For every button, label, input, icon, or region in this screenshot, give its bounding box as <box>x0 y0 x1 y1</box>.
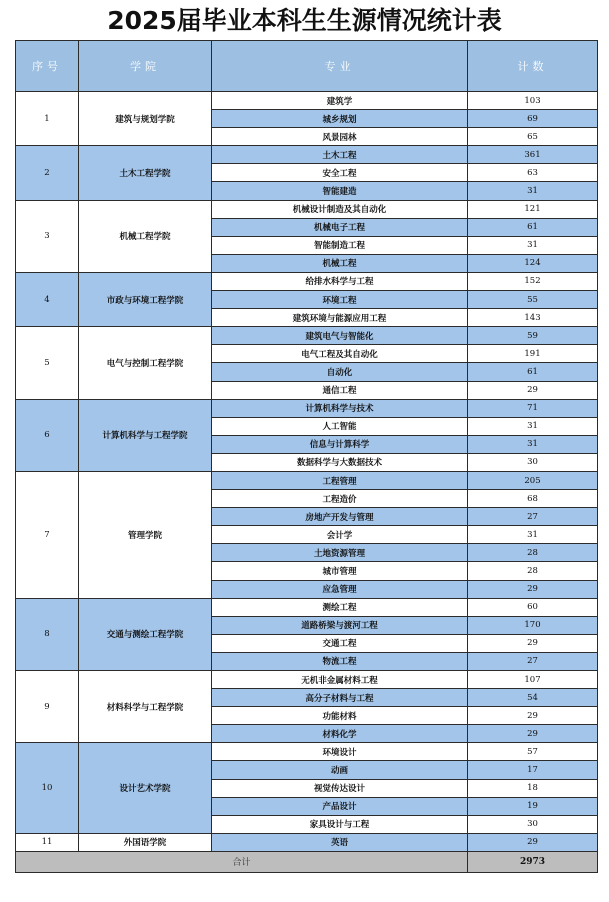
major-name: 视觉传达设计 <box>212 779 468 797</box>
table-row <box>16 399 598 417</box>
college-seq: 6 <box>16 399 79 471</box>
major-name: 自动化 <box>212 363 468 381</box>
major-name: 交通工程 <box>212 634 468 652</box>
college-name: 电气与控制工程学院 <box>79 327 212 399</box>
major-name: 物流工程 <box>212 652 468 670</box>
major-count: 19 <box>468 797 598 815</box>
major-count: 61 <box>468 218 598 236</box>
major-name: 给排水科学与工程 <box>212 272 468 290</box>
college-seq: 2 <box>16 146 79 200</box>
major-count: 31 <box>468 526 598 544</box>
college-name: 设计艺术学院 <box>79 743 212 833</box>
major-count: 27 <box>468 652 598 670</box>
major-count: 29 <box>468 833 598 851</box>
major-name: 工程造价 <box>212 490 468 508</box>
table-row <box>16 743 598 761</box>
college-name: 计算机科学与工程学院 <box>79 399 212 471</box>
major-count: 59 <box>468 327 598 345</box>
header-count: 计数 <box>468 41 598 92</box>
major-count: 121 <box>468 200 598 218</box>
table-row <box>16 272 598 290</box>
major-name: 产品设计 <box>212 797 468 815</box>
major-count: 63 <box>468 164 598 182</box>
college-name: 外国语学院 <box>79 833 212 851</box>
college-seq: 11 <box>16 833 79 851</box>
major-name: 道路桥梁与渡河工程 <box>212 616 468 634</box>
major-name: 建筑电气与智能化 <box>212 327 468 345</box>
table-row <box>16 200 598 218</box>
college-seq: 7 <box>16 471 79 598</box>
major-name: 环境工程 <box>212 291 468 309</box>
major-count: 29 <box>468 707 598 725</box>
major-name: 通信工程 <box>212 381 468 399</box>
major-name: 测绘工程 <box>212 598 468 616</box>
major-count: 31 <box>468 236 598 254</box>
major-count: 61 <box>468 363 598 381</box>
major-count: 60 <box>468 598 598 616</box>
table-body <box>16 92 598 852</box>
major-name: 机械设计制造及其自动化 <box>212 200 468 218</box>
major-name: 土地资源管理 <box>212 544 468 562</box>
table-row <box>16 833 598 851</box>
major-count: 29 <box>468 381 598 399</box>
major-count: 31 <box>468 182 598 200</box>
major-count: 30 <box>468 815 598 833</box>
college-seq: 4 <box>16 272 79 326</box>
major-name: 风景园林 <box>212 128 468 146</box>
major-name: 安全工程 <box>212 164 468 182</box>
major-count: 31 <box>468 417 598 435</box>
major-count: 71 <box>468 399 598 417</box>
major-count: 69 <box>468 110 598 128</box>
major-count: 27 <box>468 508 598 526</box>
major-name: 机械工程 <box>212 254 468 272</box>
major-count: 55 <box>468 291 598 309</box>
major-name: 机械电子工程 <box>212 218 468 236</box>
college-seq: 10 <box>16 743 79 833</box>
major-name: 应急管理 <box>212 580 468 598</box>
major-name: 城市管理 <box>212 562 468 580</box>
table-row <box>16 327 598 345</box>
major-count: 143 <box>468 309 598 327</box>
table-row <box>16 598 598 616</box>
table-row <box>16 671 598 689</box>
major-count: 30 <box>468 453 598 471</box>
major-name: 工程管理 <box>212 471 468 489</box>
major-count: 54 <box>468 689 598 707</box>
header-seq: 序号 <box>16 41 79 92</box>
major-count: 68 <box>468 490 598 508</box>
major-name: 数据科学与大数据技术 <box>212 453 468 471</box>
total-label: 合计 <box>16 851 468 872</box>
total-count: 2973 <box>468 851 598 872</box>
major-name: 英语 <box>212 833 468 851</box>
major-name: 功能材料 <box>212 707 468 725</box>
major-name: 环境设计 <box>212 743 468 761</box>
major-name: 材料化学 <box>212 725 468 743</box>
header-college: 学院 <box>79 41 212 92</box>
major-count: 124 <box>468 254 598 272</box>
major-count: 191 <box>468 345 598 363</box>
major-count: 28 <box>468 544 598 562</box>
table-row <box>16 92 598 110</box>
major-name: 会计学 <box>212 526 468 544</box>
major-name: 人工智能 <box>212 417 468 435</box>
major-count: 18 <box>468 779 598 797</box>
major-count: 170 <box>468 616 598 634</box>
major-count: 29 <box>468 580 598 598</box>
major-name: 电气工程及其自动化 <box>212 345 468 363</box>
major-name: 城乡规划 <box>212 110 468 128</box>
major-name: 智能制造工程 <box>212 236 468 254</box>
header-major: 专业 <box>212 41 468 92</box>
major-count: 17 <box>468 761 598 779</box>
college-seq: 9 <box>16 671 79 743</box>
major-name: 动画 <box>212 761 468 779</box>
college-name: 土木工程学院 <box>79 146 212 200</box>
page-title: 2025届毕业本科生生源情况统计表 <box>107 6 502 35</box>
major-name: 信息与计算科学 <box>212 435 468 453</box>
college-name: 交通与测绘工程学院 <box>79 598 212 670</box>
major-name: 房地产开发与管理 <box>212 508 468 526</box>
major-count: 57 <box>468 743 598 761</box>
college-name: 材料科学与工程学院 <box>79 671 212 743</box>
major-name: 高分子材料与工程 <box>212 689 468 707</box>
college-name: 市政与环境工程学院 <box>79 272 212 326</box>
college-seq: 8 <box>16 598 79 670</box>
major-count: 65 <box>468 128 598 146</box>
college-name: 机械工程学院 <box>79 200 212 272</box>
major-count: 205 <box>468 471 598 489</box>
major-count: 103 <box>468 92 598 110</box>
college-name: 管理学院 <box>79 471 212 598</box>
major-count: 28 <box>468 562 598 580</box>
college-name: 建筑与规划学院 <box>79 92 212 146</box>
total-row <box>16 851 598 872</box>
table-row <box>16 146 598 164</box>
table-row <box>16 471 598 489</box>
major-name: 家具设计与工程 <box>212 815 468 833</box>
college-seq: 5 <box>16 327 79 399</box>
major-name: 建筑环境与能源应用工程 <box>212 309 468 327</box>
header-row <box>16 41 598 92</box>
major-name: 智能建造 <box>212 182 468 200</box>
major-count: 152 <box>468 272 598 290</box>
major-name: 无机非金属材料工程 <box>212 671 468 689</box>
statistics-table <box>15 40 598 873</box>
major-count: 29 <box>468 725 598 743</box>
major-name: 建筑学 <box>212 92 468 110</box>
major-count: 29 <box>468 634 598 652</box>
major-name: 计算机科学与技术 <box>212 399 468 417</box>
college-seq: 1 <box>16 92 79 146</box>
major-count: 107 <box>468 671 598 689</box>
college-seq: 3 <box>16 200 79 272</box>
major-count: 361 <box>468 146 598 164</box>
major-name: 土木工程 <box>212 146 468 164</box>
major-count: 31 <box>468 435 598 453</box>
